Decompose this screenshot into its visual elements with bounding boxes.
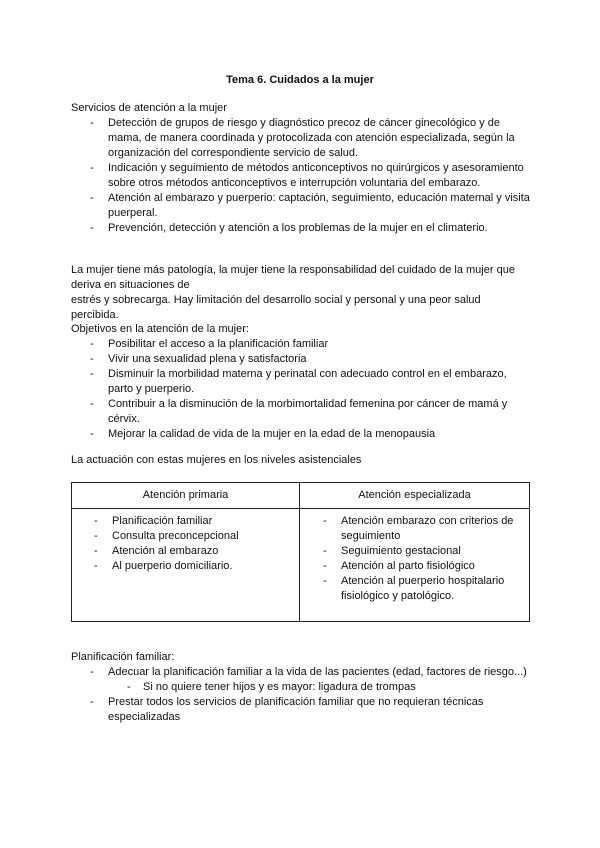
objetivos-list [71,337,531,442]
list-item: - Indicación y seguimiento de métodos anticonceptivos no quirúrgicos y asesoramiento sobre otros métodos anticonceptivos e interrupción voluntaria del embarazo. [71,161,531,191]
list-item: - Posibilitar el acceso a la planificación familiar [71,337,531,352]
list-item: - Al puerperio domiciliario. [72,559,294,574]
servicios-section [71,101,531,236]
list-item: - Prevención, detección y atención a los problemas de la mujer en el climaterio. [71,221,531,236]
list-item: - Prestar todos los servicios de planificación familiar que no requieran técnicas especializadas [71,695,531,725]
list-item: - Si no quiere tener hijos y es mayor: ligadura de trompas [71,680,531,695]
list-item: - Seguimiento gestacional [301,544,526,559]
planificacion-list-2 [71,695,531,725]
niveles-table [71,482,530,622]
table-cell-especializada [301,514,526,604]
table-divider [299,483,300,621]
table-header-primaria: Atención primaria [142,489,229,501]
list-item: - Atención al parto fisiológico [301,559,526,574]
planificacion-list [71,665,531,680]
patologia-line1: La mujer tiene más patología, la mujer tiene la responsabilidad del cuidado de la mujer que deriva en situaciones de [71,264,515,291]
objetivos-heading: Objetivos en la atención de la mujer: [71,323,249,335]
page-title: Tema 6. Cuidados a la mujer [226,74,374,86]
planificacion-sublist [71,680,531,695]
servicios-list [71,116,531,236]
list-item: - Adecuar la planificación familiar a la vida de las pacientes (edad, factores de riesgo...) [71,665,531,680]
list-item: - Atención al puerperio hospitalario fisiológico y patológico. [301,574,526,604]
list-item: - Detección de grupos de riesgo y diagnóstico precoz de cáncer ginecológico y de mama, de manera coordinada y protocolizada con atención especializada, según la organización del correspondiente servicio de salud. [71,116,531,161]
list-item: - Atención al embarazo [72,544,294,559]
list-item: - Planificación familiar [72,514,294,529]
servicios-heading: Servicios de atención a la mujer [71,102,227,114]
especializada-list [301,514,526,604]
actuacion-intro: La actuación con estas mujeres en los niveles asistenciales [71,454,362,466]
primaria-list [72,514,294,574]
table-header-especializada: Atención especializada [358,489,471,501]
list-item: - Atención al embarazo y puerperio: captación, seguimiento, educación maternal y visita puerperal. [71,191,531,221]
table-cell-primaria [72,514,294,574]
planificacion-heading: Planificación familiar: [71,651,175,663]
list-item: - Vivir una sexualidad plena y satisfactoria [71,352,531,367]
patologia-section [71,263,531,323]
list-item: - Contribuir a la disminución de la morbimortalidad femenina por cáncer de mamá y cérvix. [71,397,531,427]
table-header-divider [72,508,529,509]
list-item: - Mejorar la calidad de vida de la mujer en la edad de la menopausia [71,427,531,442]
list-item: - Disminuir la morbilidad materna y perinatal con adecuado control en el embarazo, parto y puerperio. [71,367,531,397]
planificacion-section [71,650,531,725]
list-item: - Consulta preconcepcional [72,529,294,544]
objetivos-section [71,322,531,442]
patologia-line2: estrés y sobrecarga. Hay limitación del desarrollo social y personal y una peor salud percibida. [71,294,481,321]
list-item: - Atención embarazo con criterios de seguimiento [301,514,526,544]
